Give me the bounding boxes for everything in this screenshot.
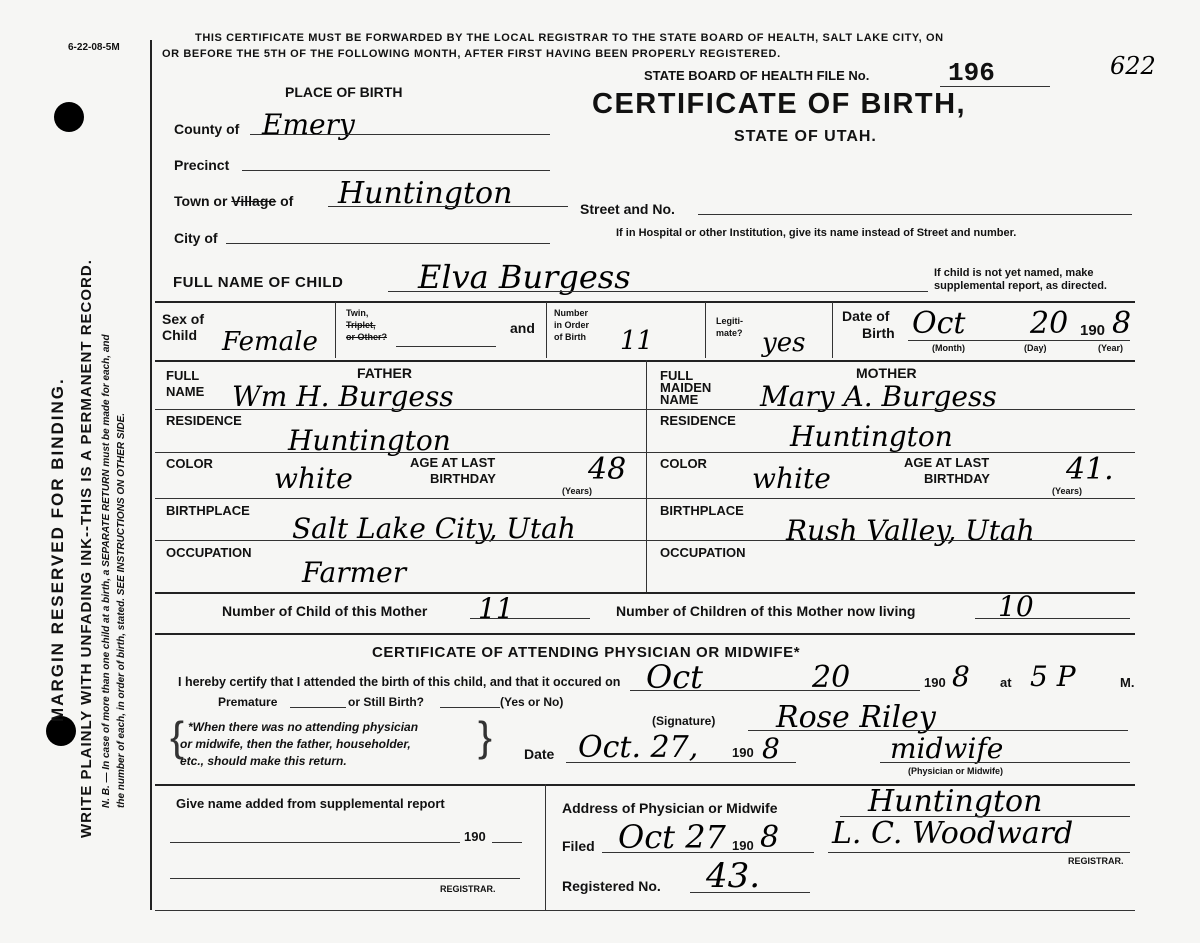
- triplet-label: Triplet,: [346, 320, 376, 330]
- dob-day-value: 20: [1030, 306, 1069, 341]
- dob-label-1: Date of: [842, 308, 890, 324]
- hospital-note: If in Hospital or other Institution, give its name instead of Street and number.: [616, 227, 1017, 239]
- mother-name-value: Mary A. Burgess: [760, 380, 997, 413]
- file-number-label: STATE BOARD OF HEALTH FILE No.: [644, 68, 870, 83]
- certify-day-value: 20: [812, 660, 851, 695]
- dob-year-value: 8: [1112, 306, 1132, 341]
- and-label: and: [510, 320, 535, 336]
- certify-time-value: 5 P: [1030, 660, 1076, 693]
- mother-years-caption: (Years): [1052, 486, 1083, 496]
- mother-name-label-1: FULL: [660, 368, 694, 383]
- top-note-line-2: OR BEFORE THE 5TH OF THE FOLLOWING MONTH, AFTER FIRST HAVING BEEN PROPERLY REGISTERED.: [162, 48, 781, 60]
- binding-hole-top: [54, 102, 84, 132]
- certify-text: I hereby certify that I attended the birth of this child, and that it occured on: [178, 675, 621, 689]
- order-label-1: Number: [554, 308, 589, 318]
- mother-age-label-2: BIRTHDAY: [924, 471, 990, 486]
- certify-month-value: Oct: [646, 658, 704, 696]
- county-value: Emery: [262, 108, 355, 141]
- corner-number: 622: [1110, 52, 1156, 80]
- month-caption: (Month): [932, 343, 965, 353]
- sex-value: Female: [222, 327, 318, 357]
- child-number-label: Number of Child of this Mother: [222, 603, 428, 619]
- no-physician-note-2: or midwife, then the father, householder,: [180, 737, 411, 751]
- signature-value: Rose Riley: [776, 700, 936, 735]
- children-living-value: 10: [998, 590, 1034, 623]
- mother-color-value: white: [752, 462, 831, 495]
- father-birthplace-label: BIRTHPLACE: [166, 503, 250, 518]
- unnamed-note-2: supplemental report, as directed.: [934, 280, 1107, 292]
- sex-label-2: Child: [162, 327, 197, 343]
- place-of-birth-heading: PLACE OF BIRTH: [285, 84, 403, 100]
- note-bracket-right: }: [478, 713, 493, 760]
- father-name-value: Wm H. Burgess: [232, 380, 454, 413]
- mother-occupation-label: OCCUPATION: [660, 545, 746, 560]
- filed-value: Oct 27: [618, 818, 726, 856]
- father-color-label: COLOR: [166, 456, 213, 471]
- day-caption: (Day): [1024, 343, 1047, 353]
- physician-title-value: midwife: [890, 732, 1004, 765]
- file-number: 196: [948, 58, 995, 88]
- legit-label-2: mate?: [716, 328, 743, 338]
- top-note-line-1: THIS CERTIFICATE MUST BE FORWARDED BY THE LOCAL REGISTRAR TO THE STATE BOARD OF HEALTH, SALT LAKE CITY, ON: [195, 32, 944, 44]
- village-struck-text: Village: [231, 193, 277, 209]
- filed-label: Filed: [562, 838, 595, 854]
- physician-heading: CERTIFICATE OF ATTENDING PHYSICIAN OR MIDWIFE*: [372, 644, 801, 661]
- registered-number-value: 43.: [706, 856, 761, 896]
- child-number-value: 11: [478, 592, 514, 625]
- dob-month-value: Oct: [912, 306, 966, 341]
- mother-heading: MOTHER: [856, 365, 917, 381]
- filing-registrar-caption: REGISTRAR.: [1068, 856, 1124, 866]
- dob-year-prefix: 190: [1080, 322, 1106, 339]
- mother-color-label: COLOR: [660, 456, 707, 471]
- father-age-value: 48: [588, 452, 627, 487]
- father-residence-label: RESIDENCE: [166, 413, 242, 428]
- legit-value: yes: [762, 328, 806, 358]
- certify-year-value: 8: [952, 660, 970, 693]
- margin-reserved-text: MARGIN RESERVED FOR BINDING.: [48, 377, 67, 722]
- sex-label-1: Sex of: [162, 311, 205, 327]
- supplemental-year-prefix: 190: [464, 829, 486, 844]
- child-name-label: FULL NAME OF CHILD: [173, 274, 344, 291]
- twin-label: Twin,: [346, 308, 369, 318]
- registered-number-label: Registered No.: [562, 878, 661, 894]
- father-residence-value: Huntington: [288, 424, 451, 457]
- note-bracket-left: {: [170, 713, 185, 760]
- city-label: City of: [174, 230, 218, 246]
- margin-note-2: the number of each, in order of birth, stated. SEE INSTRUCTIONS ON OTHER SIDE.: [116, 412, 127, 808]
- still-birth-label: or Still Birth?: [348, 695, 424, 709]
- premature-label: Premature: [218, 695, 278, 709]
- mother-age-value: 41.: [1066, 452, 1114, 487]
- order-label-2: in Order: [554, 320, 590, 330]
- supplemental-registrar-caption: REGISTRAR.: [440, 884, 496, 894]
- mother-residence-label: RESIDENCE: [660, 413, 736, 428]
- certify-m-label: M.: [1120, 675, 1135, 690]
- father-color-value: white: [274, 462, 353, 495]
- mother-birthplace-label: BIRTHPLACE: [660, 503, 744, 518]
- physician-date-year-prefix: 190: [732, 745, 754, 760]
- permanent-record-text: WRITE PLAINLY WITH UNFADING INK--THIS IS A PERMANENT RECORD.: [78, 259, 95, 838]
- father-age-label-2: BIRTHDAY: [430, 471, 496, 486]
- physician-date-label: Date: [524, 746, 555, 762]
- address-value: Huntington: [868, 784, 1043, 819]
- father-birthplace-value: Salt Lake City, Utah: [292, 512, 576, 545]
- order-value: 11: [620, 326, 654, 356]
- father-name-label-1: FULL: [166, 368, 200, 383]
- physician-date-value: Oct. 27,: [578, 730, 699, 765]
- signature-label: (Signature): [652, 714, 716, 728]
- physician-title-caption: (Physician or Midwife): [908, 766, 1004, 776]
- town-value: Huntington: [338, 176, 513, 211]
- father-occupation-label: OCCUPATION: [166, 545, 252, 560]
- legit-label-1: Legiti-: [716, 316, 743, 326]
- filed-year-value: 8: [760, 820, 780, 855]
- physician-date-year: 8: [762, 732, 780, 765]
- unnamed-note-1: If child is not yet named, make: [934, 267, 1094, 279]
- margin-note-1: N. B. — In case of more than one child at a birth, a SEPARATE RETURN must be made for each, and: [101, 334, 112, 808]
- mother-age-label-1: AGE AT LAST: [904, 455, 990, 470]
- order-label-3: of Birth: [554, 332, 586, 342]
- year-caption: (Year): [1098, 343, 1124, 353]
- mother-name-label-3: NAME: [660, 392, 699, 407]
- town-label: Town or Village of: [174, 193, 294, 209]
- no-physician-note-1: *When there was no attending physician: [188, 720, 419, 734]
- address-label: Address of Physician or Midwife: [562, 800, 778, 816]
- state-subtitle: STATE OF UTAH.: [734, 128, 877, 145]
- child-name-value: Elva Burgess: [418, 258, 631, 296]
- father-heading: FATHER: [357, 365, 412, 381]
- mother-birthplace-value: Rush Valley, Utah: [786, 514, 1035, 547]
- precinct-label: Precinct: [174, 157, 230, 173]
- mother-name-label-2: MAIDEN: [660, 380, 712, 395]
- certificate-title: CERTIFICATE OF BIRTH,: [592, 88, 967, 120]
- no-physician-note-3: etc., should make this return.: [180, 754, 347, 768]
- yes-no-label: (Yes or No): [500, 695, 564, 709]
- filed-year-prefix: 190: [732, 838, 754, 853]
- father-years-caption: (Years): [562, 486, 593, 496]
- or-other-label: or Other?: [346, 332, 388, 342]
- supplemental-heading: Give name added from supplemental report: [176, 796, 445, 811]
- father-occupation-value: Farmer: [302, 556, 407, 589]
- certify-at-label: at: [1000, 675, 1012, 690]
- certify-year-prefix: 190: [924, 675, 946, 690]
- father-name-label-2: NAME: [166, 384, 205, 399]
- binding-margin-rule: [150, 40, 152, 910]
- mother-residence-value: Huntington: [790, 420, 953, 453]
- street-label: Street and No.: [580, 201, 675, 217]
- children-living-label: Number of Children of this Mother now living: [616, 603, 916, 619]
- registrar-signature: L. C. Woodward: [832, 816, 1074, 851]
- dob-label-2: Birth: [862, 325, 895, 341]
- county-label: County of: [174, 121, 240, 137]
- form-code: 6-22-08-5M: [68, 42, 120, 53]
- father-age-label-1: AGE AT LAST: [410, 455, 496, 470]
